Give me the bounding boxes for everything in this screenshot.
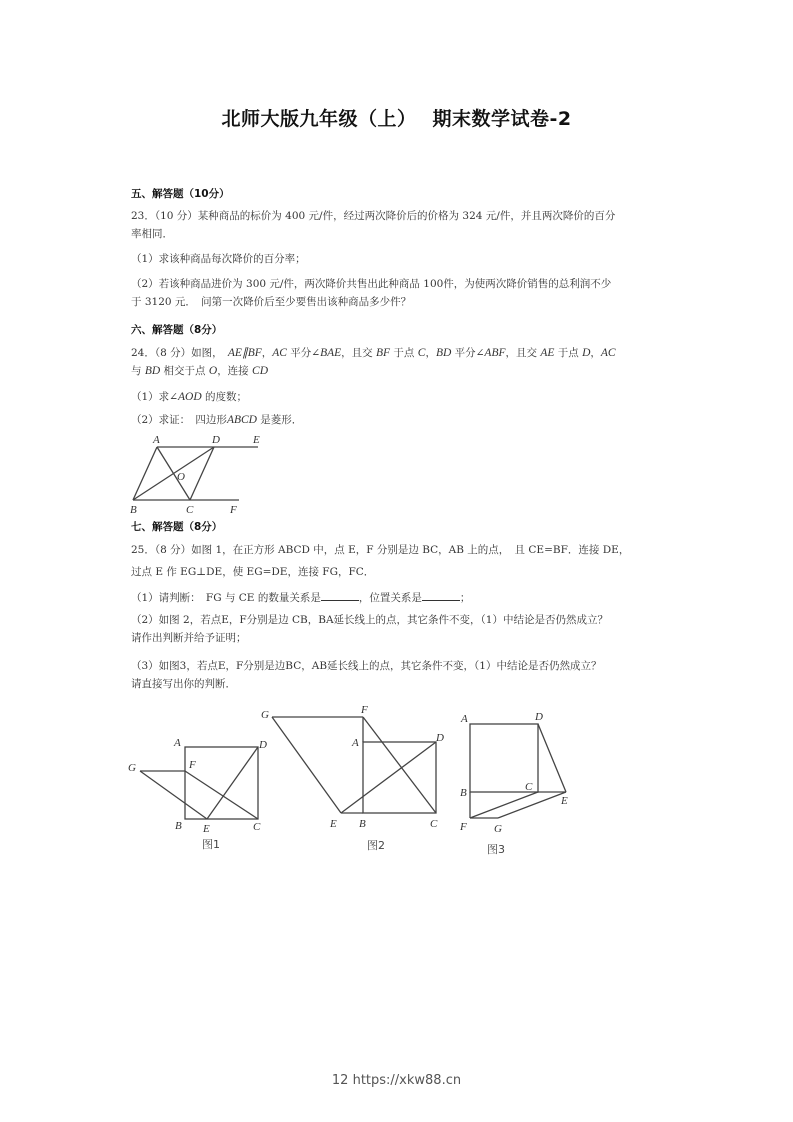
text: 相交于点 [160,365,209,377]
svg-text:G: G [128,762,136,774]
q23-line1: 23．（10 分）某种商品的标价为 400 元/件，经过两次降价后的价格为 324 元/件，并且两次降价的百分 [131,210,616,222]
q25-line1: 25．（8 分）如图 1，在正方形 ABCD 中，点 E，F 分别是边 BC，AB 上的点， 且 CE=BF．连接 DE， [131,544,630,556]
q25-figure-3 [470,724,566,818]
math: BAE [320,347,342,359]
text: 是菱形． [256,414,303,426]
svg-text:D: D [259,739,267,751]
q25-part2-line1: （2）如图 2，若点E，F分别是边 CB，BA延长线上的点，其它条件不变，（1）中结论是否仍然成立？ [131,614,608,626]
text: 与 [131,365,145,377]
svg-text:D: D [535,711,543,723]
svg-text:A: A [153,434,160,446]
text: ； [459,592,471,604]
text: （2）求证： 四边形 [131,414,227,426]
math: BD [144,365,161,377]
page-title-right: 期末数学试卷-2 [432,108,572,130]
svg-text:E: E [330,818,337,830]
page-title-left: 北师大版九年级（上） [221,108,417,130]
text: （1）求∠ [131,391,178,403]
text: 于点 [554,347,583,359]
svg-text:C: C [253,821,261,833]
section-heading-7: 七、解答题（8分） [131,521,223,533]
svg-text:F: F [230,504,237,516]
text: ，位置关系是 [358,592,422,604]
svg-text:F: F [460,821,467,833]
svg-text:图1: 图1 [202,838,220,851]
math: CD [252,365,269,377]
text: 的度数； [201,391,247,403]
math: ABCD [226,414,257,426]
svg-text:C: C [186,504,194,516]
svg-text:G: G [261,709,269,721]
svg-text:图2: 图2 [367,839,385,852]
svg-text:C: C [525,781,533,793]
svg-text:O: O [177,471,185,483]
svg-text:B: B [175,820,182,832]
q23-line2: 率相同． [131,228,173,240]
q25-figure-3-labels [459,711,568,856]
math: AE [540,347,555,359]
q25-figure-2-labels [261,704,444,852]
svg-text:A: A [174,737,181,749]
q25-part2-line2: 请作出判断并给予证明； [131,632,247,644]
math: AC [600,347,616,359]
svg-text:图3: 图3 [487,843,505,856]
svg-text:E: E [203,823,210,835]
section-heading-5: 五、解答题（10分） [131,188,230,200]
svg-text:C: C [430,818,438,830]
q25-figure-1 [140,747,258,819]
section-heading-6: 六、解答题（8分） [131,324,223,336]
math: BF [376,347,391,359]
svg-text:B: B [359,818,366,830]
text: 于点 [390,347,418,359]
q25-part3-line1: （3）如图3，若点E，F分别是边BC，AB延长线上的点，其它条件不变，（1）中结论是否仍然成立？ [131,660,602,672]
svg-text:B: B [460,787,467,799]
math: C [417,347,426,359]
math: AC [272,347,287,359]
text: ，且交 [341,347,377,359]
svg-text:D: D [436,732,444,744]
text: ， [425,347,436,359]
text: 平分∠ [286,347,321,359]
q24-figure-labels [130,434,260,516]
footer-page-url: 12 https://xkw88.cn [331,1073,462,1088]
math: O [208,365,218,377]
math: ABF [484,347,506,359]
text: 平分∠ [451,347,485,359]
q25-figure-1-labels [128,737,267,851]
svg-text:E: E [561,795,568,807]
q23-part1: （1）求该种商品每次降价的百分率； [131,253,306,265]
svg-text:A: A [461,713,468,725]
svg-text:F: F [189,759,196,771]
math: AOD [177,391,202,403]
math: D [582,347,591,359]
text: ，连接 [217,365,253,377]
text: （1）请判断： FG 与 CE 的数量关系是 [131,592,321,604]
text: ， [590,347,601,359]
q25-figure-2 [272,717,436,813]
q24-figure [133,447,258,500]
q23-part2-line1: （2）若该种商品进价为 300 元/件，两次降价共售出此种商品 100件，为使两次降价销售的总利润不少 [131,278,612,290]
svg-text:D: D [212,434,220,446]
svg-text:E: E [253,434,260,446]
q25-part3-line2: 请直接写出你的判断． [131,678,236,690]
text: 24．（8 分）如图， [131,347,228,359]
text: ，且交 [505,347,541,359]
q23-part2-line2: 于 3120 元． 问第一次降价后至少要售出该种商品多少件？ [131,296,412,308]
text: ， [261,347,273,359]
svg-text:B: B [130,504,137,516]
math: BD [435,347,452,359]
math: AE∥BF [227,347,262,359]
svg-text:A: A [352,737,359,749]
q25-line2: 过点 E 作 EG⊥DE，使 EG=DE，连接 FG，FC． [131,566,375,578]
svg-text:F: F [361,704,368,716]
svg-text:G: G [494,823,502,835]
